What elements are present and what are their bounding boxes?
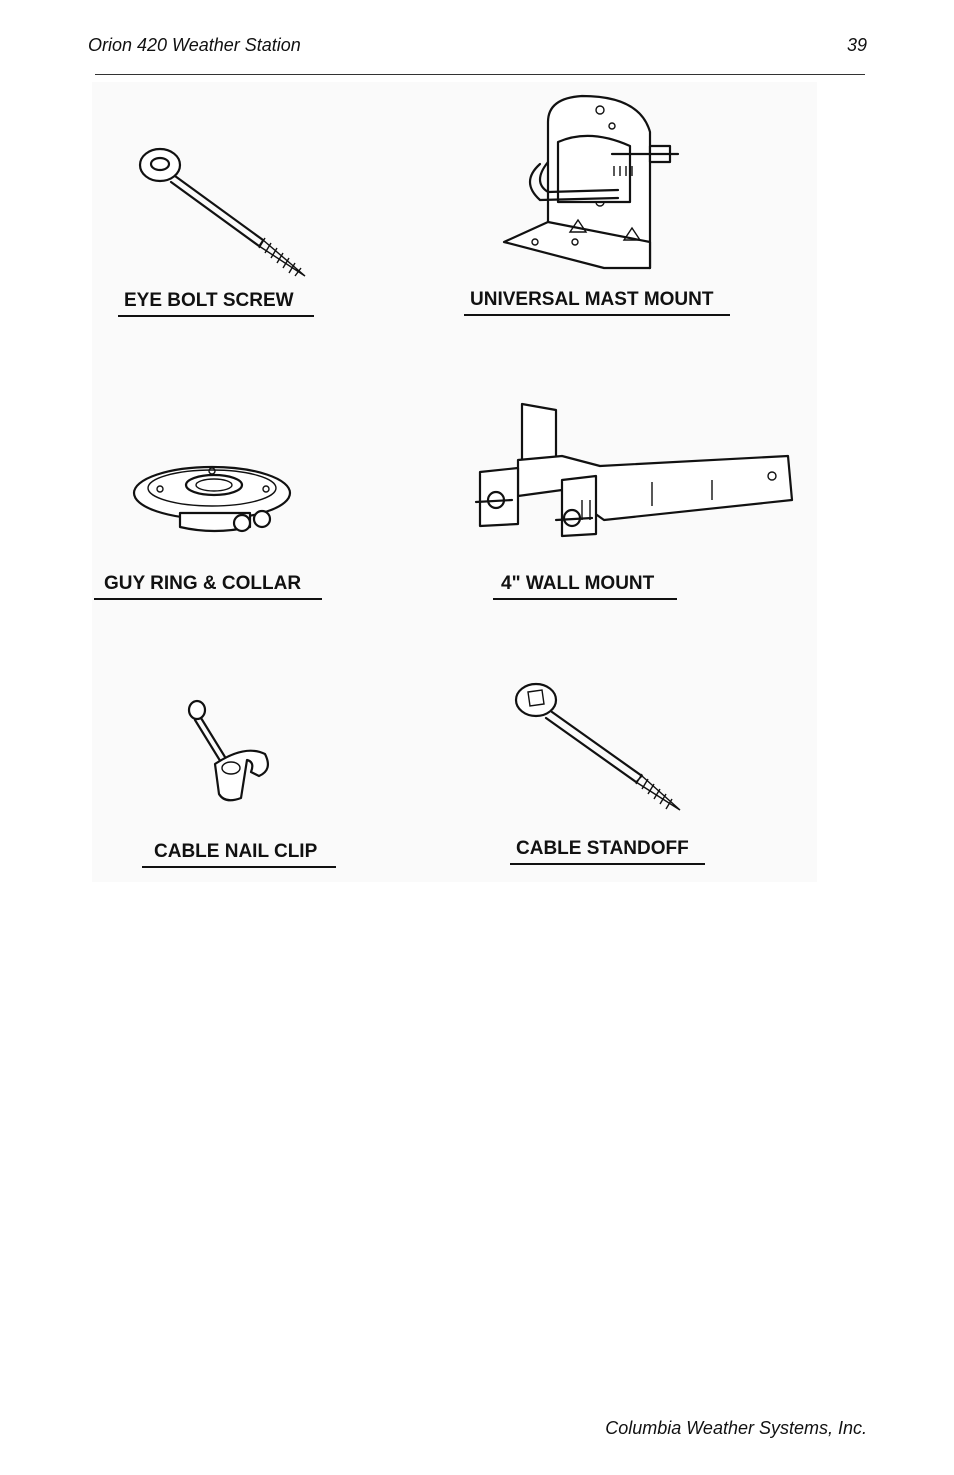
caption-eye-bolt-screw: EYE BOLT SCREW (118, 290, 314, 317)
caption-wall-mount: 4" WALL MOUNT (493, 573, 677, 600)
wall-mount-icon (472, 400, 802, 540)
caption-cable-standoff: CABLE STANDOFF (510, 838, 705, 865)
eye-bolt-screw-icon (135, 140, 315, 285)
page-number: 39 (846, 35, 867, 55)
universal-mast-mount-icon (500, 92, 690, 272)
cable-standoff-icon (510, 680, 690, 815)
caption-cable-nail-clip: CABLE NAIL CLIP (142, 841, 336, 868)
guy-ring-collar-icon (130, 455, 305, 540)
cable-nail-clip-icon (185, 698, 280, 808)
header-title: Orion 420 Weather Station (88, 35, 301, 55)
caption-universal-mast-mount: UNIVERSAL MAST MOUNT (464, 289, 730, 316)
header-rule (95, 74, 865, 75)
footer-company: Columbia Weather Systems, Inc. (605, 1418, 867, 1438)
caption-guy-ring-collar: GUY RING & COLLAR (94, 573, 322, 600)
